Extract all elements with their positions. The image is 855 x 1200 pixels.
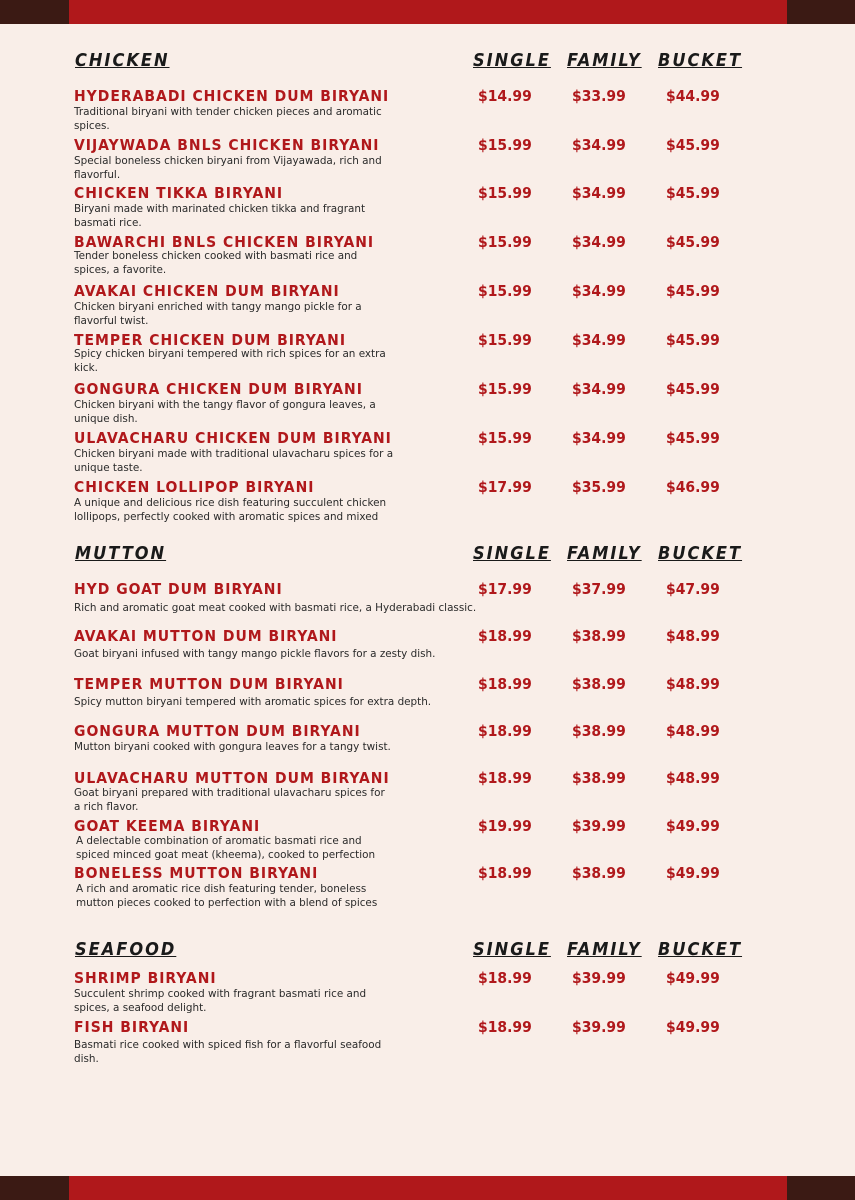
item-description: Chicken biryani made with traditional ulavacharu spices for a unique taste. [74,448,394,474]
section-title: MUTTON [75,543,167,564]
price-family: $38.99 [572,864,626,882]
price-single: $17.99 [478,478,532,496]
price-bucket: $45.99 [666,331,720,349]
price-single: $18.99 [478,1018,532,1036]
item-name: ULAVACHARU CHICKEN DUM BIRYANI [74,429,392,447]
item-description: Chicken biryani enriched with tangy mango pickle for a flavorful twist. [74,301,362,327]
price-family: $34.99 [572,380,626,398]
item-name: GONGURA MUTTON DUM BIRYANI [74,722,361,740]
item-description: A rich and aromatic rice dish featuring tender, boneless mutton pieces cooked to perfection with a blend of spices [76,883,378,909]
column-header-bucket: BUCKET [658,50,743,71]
price-family: $34.99 [572,184,626,202]
price-bucket: $49.99 [666,1018,720,1036]
item-description: Mutton biryani cooked with gongura leaves for a tangy twist. [74,741,391,753]
price-bucket: $45.99 [666,136,720,154]
item-name: BONELESS MUTTON BIRYANI [74,864,319,882]
price-single: $15.99 [478,233,532,251]
column-header-single: SINGLE [473,939,551,960]
item-name: GOAT KEEMA BIRYANI [74,817,261,835]
price-bucket: $45.99 [666,282,720,300]
price-family: $34.99 [572,233,626,251]
item-name: VIJAYWADA BNLS CHICKEN BIRYANI [74,136,380,154]
price-bucket: $48.99 [666,722,720,740]
price-family: $38.99 [572,675,626,693]
section-title: CHICKEN [75,50,170,71]
price-single: $15.99 [478,380,532,398]
item-description: Goat biryani prepared with traditional ulavacharu spices for a rich flavor. [74,787,385,813]
price-single: $14.99 [478,87,532,105]
top-banner-red-band [69,0,787,24]
price-family: $33.99 [572,87,626,105]
price-single: $15.99 [478,429,532,447]
item-description: Special boneless chicken biryani from Vijayawada, rich and flavorful. [74,155,382,181]
bottom-banner-red-band [69,1176,787,1200]
item-name: AVAKAI CHICKEN DUM BIRYANI [74,282,340,300]
item-description: Traditional biryani with tender chicken pieces and aromatic spices. [74,106,382,132]
price-family: $39.99 [572,817,626,835]
item-description: Rich and aromatic goat meat cooked with basmati rice, a Hyderabadi classic. [74,602,477,614]
price-family: $34.99 [572,136,626,154]
item-name: TEMPER MUTTON DUM BIRYANI [74,675,344,693]
item-name: ULAVACHARU MUTTON DUM BIRYANI [74,769,390,787]
price-bucket: $48.99 [666,675,720,693]
item-description: Goat biryani infused with tangy mango pickle flavors for a zesty dish. [74,648,436,660]
price-family: $39.99 [572,1018,626,1036]
price-single: $15.99 [478,136,532,154]
price-bucket: $46.99 [666,478,720,496]
price-bucket: $45.99 [666,233,720,251]
price-single: $15.99 [478,184,532,202]
column-header-bucket: BUCKET [658,939,743,960]
price-family: $34.99 [572,331,626,349]
item-name: FISH BIRYANI [74,1018,190,1036]
item-name: HYDERABADI CHICKEN DUM BIRYANI [74,87,390,105]
column-header-single: SINGLE [473,50,551,71]
item-name: SHRIMP BIRYANI [74,969,217,987]
top-banner [0,0,855,24]
item-description: Biryani made with marinated chicken tikka and fragrant basmati rice. [74,203,366,229]
item-description: Spicy chicken biryani tempered with rich spices for an extra kick. [74,348,386,374]
price-family: $34.99 [572,429,626,447]
price-bucket: $49.99 [666,817,720,835]
column-header-family: FAMILY [567,543,642,564]
item-name: CHICKEN TIKKA BIRYANI [74,184,284,202]
price-single: $18.99 [478,675,532,693]
price-single: $15.99 [478,331,532,349]
column-header-single: SINGLE [473,543,551,564]
price-single: $18.99 [478,627,532,645]
section-title: SEAFOOD [75,939,177,960]
column-header-family: FAMILY [567,50,642,71]
item-description: Spicy mutton biryani tempered with aromatic spices for extra depth. [74,696,432,708]
price-bucket: $48.99 [666,769,720,787]
price-family: $38.99 [572,627,626,645]
price-bucket: $49.99 [666,864,720,882]
price-bucket: $44.99 [666,87,720,105]
item-description: Tender boneless chicken cooked with basmati rice and spices, a favorite. [74,250,358,276]
item-name: BAWARCHI BNLS CHICKEN BIRYANI [74,233,375,251]
item-description: Succulent shrimp cooked with fragrant basmati rice and spices, a seafood delight. [74,988,367,1014]
bottom-banner-left-block [0,1176,69,1200]
item-description: Basmati rice cooked with spiced fish for a flavorful seafood dish. [74,1039,382,1065]
top-banner-left-block [0,0,69,24]
price-family: $39.99 [572,969,626,987]
price-single: $17.99 [478,580,532,598]
top-banner-right-block [787,0,855,24]
item-description: A delectable combination of aromatic basmati rice and spiced minced goat meat (kheema), cooked to perfection [76,835,376,861]
item-name: CHICKEN LOLLIPOP BIRYANI [74,478,315,496]
item-name: GONGURA CHICKEN DUM BIRYANI [74,380,363,398]
price-bucket: $48.99 [666,627,720,645]
item-description: A unique and delicious rice dish featuring succulent chicken lollipops, perfectly cooked with aromatic spices and mixed [74,497,387,523]
price-family: $37.99 [572,580,626,598]
price-single: $19.99 [478,817,532,835]
bottom-banner [0,1176,855,1200]
item-name: TEMPER CHICKEN DUM BIRYANI [74,331,347,349]
price-bucket: $49.99 [666,969,720,987]
price-single: $18.99 [478,769,532,787]
price-single: $15.99 [478,282,532,300]
price-family: $38.99 [572,769,626,787]
price-family: $35.99 [572,478,626,496]
price-family: $38.99 [572,722,626,740]
price-bucket: $45.99 [666,429,720,447]
price-bucket: $45.99 [666,380,720,398]
bottom-banner-right-block [787,1176,855,1200]
price-single: $18.99 [478,969,532,987]
column-header-bucket: BUCKET [658,543,743,564]
price-family: $34.99 [572,282,626,300]
price-single: $18.99 [478,722,532,740]
price-bucket: $47.99 [666,580,720,598]
item-name: AVAKAI MUTTON DUM BIRYANI [74,627,338,645]
column-header-family: FAMILY [567,939,642,960]
price-bucket: $45.99 [666,184,720,202]
item-description: Chicken biryani with the tangy flavor of gongura leaves, a unique dish. [74,399,376,425]
price-single: $18.99 [478,864,532,882]
item-name: HYD GOAT DUM BIRYANI [74,580,283,598]
